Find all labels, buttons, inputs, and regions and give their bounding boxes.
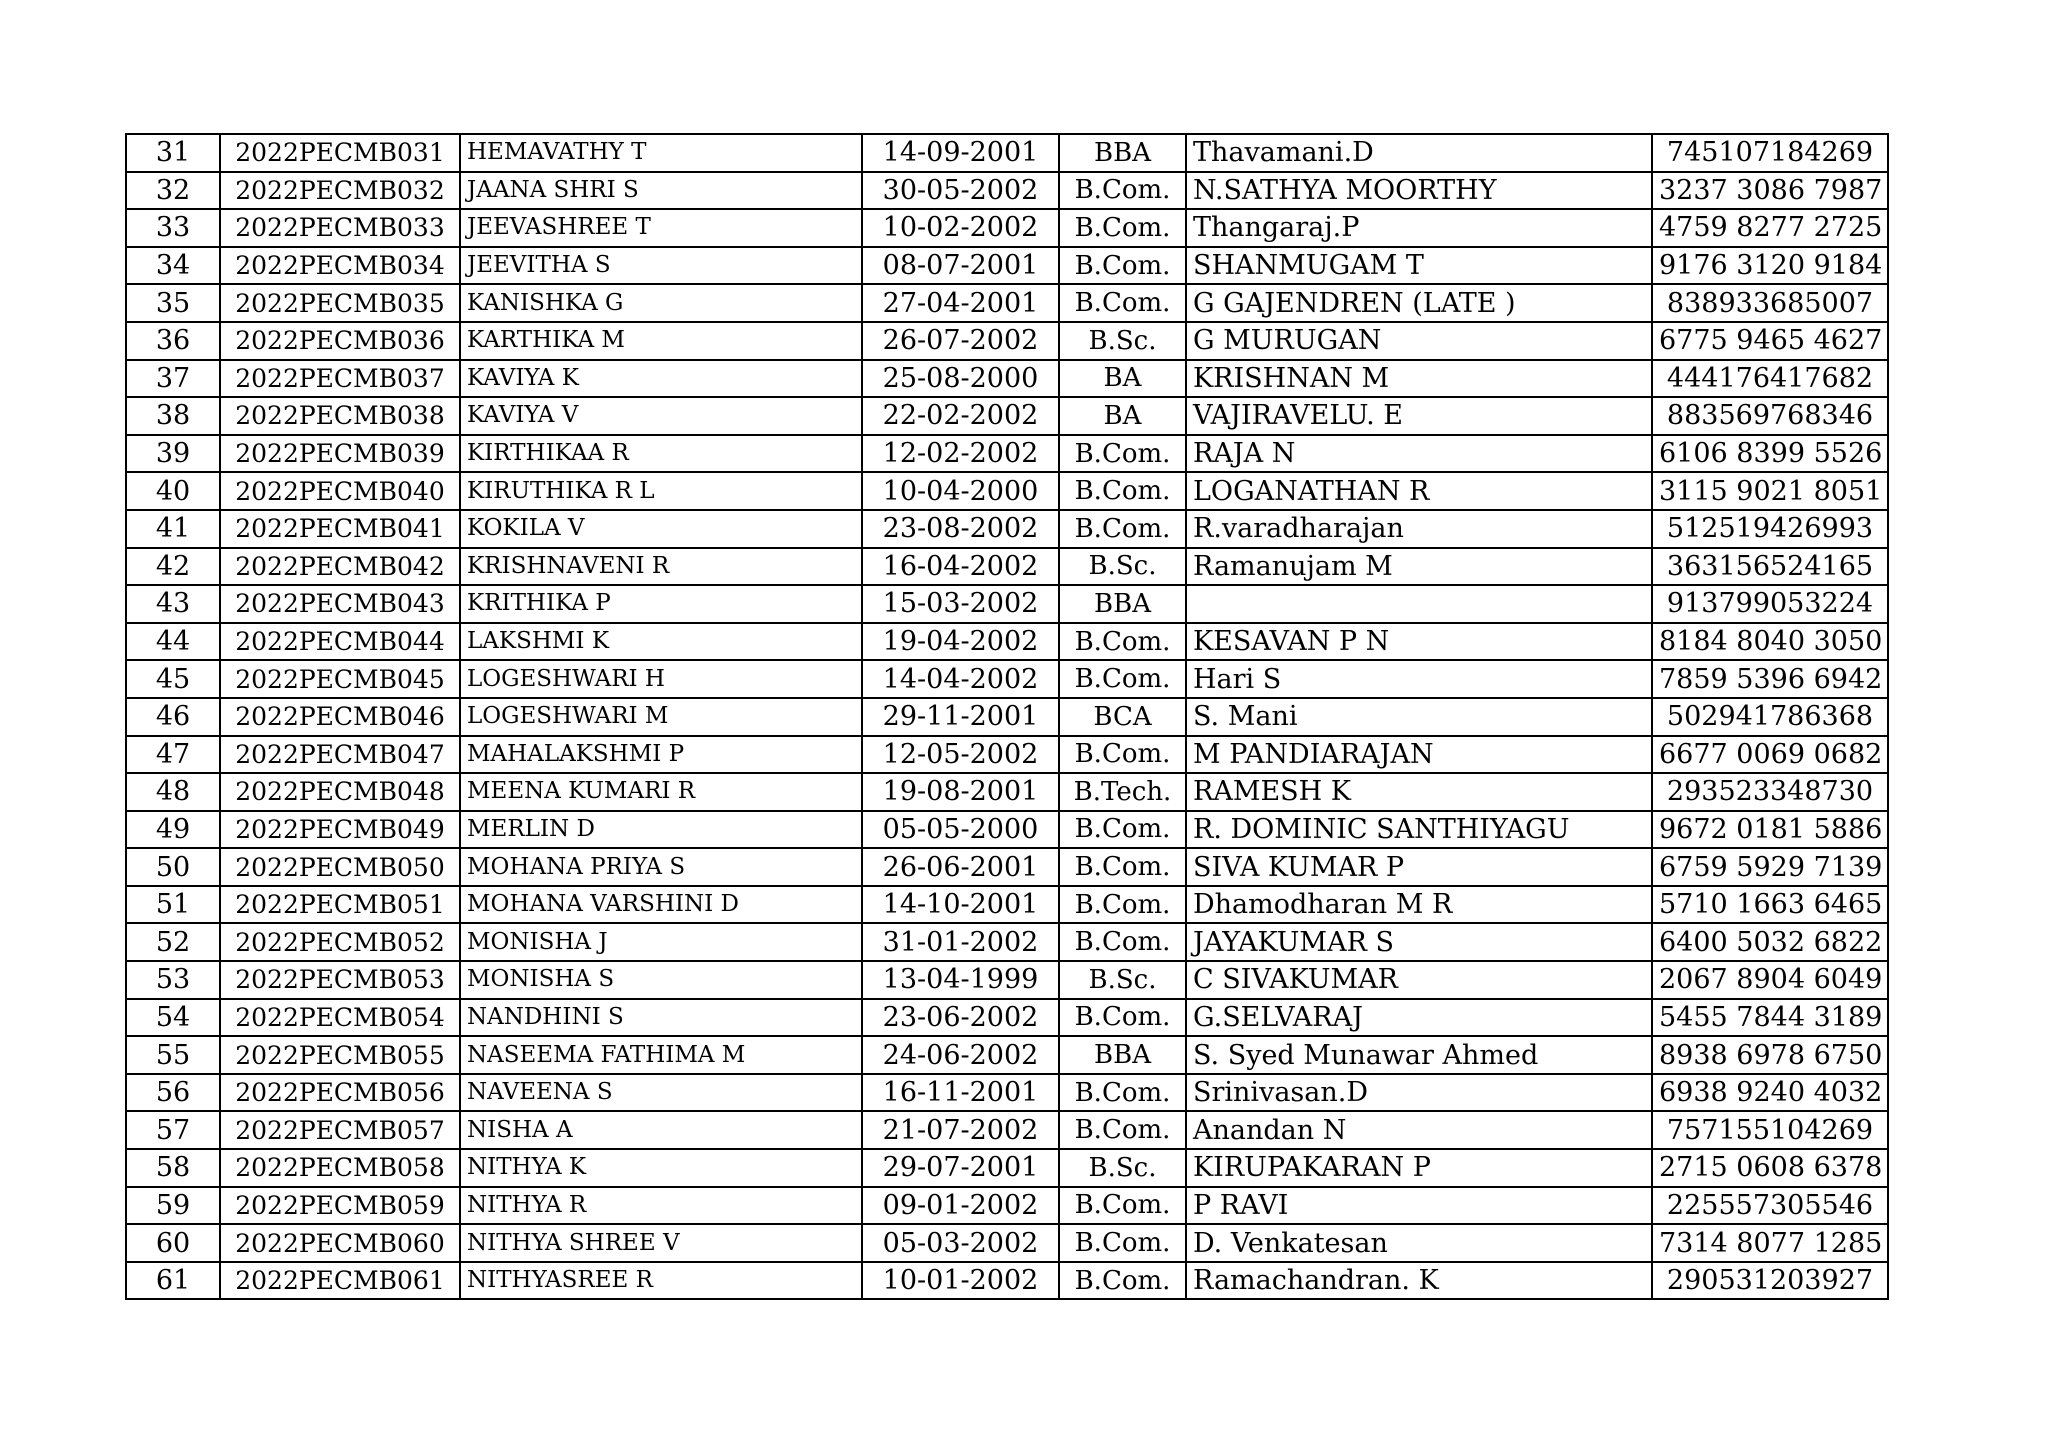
- id-number-cell: 913799053224: [1652, 585, 1888, 623]
- student-name-cell: NITHYA SHREE V: [460, 1224, 862, 1262]
- parent-name-cell: SHANMUGAM T: [1186, 247, 1652, 285]
- id-number-cell: 293523348730: [1652, 773, 1888, 811]
- register-number-cell: 2022PECMB058: [220, 1149, 460, 1187]
- serial-number-cell: 45: [126, 660, 220, 698]
- student-name-cell: LAKSHMI K: [460, 623, 862, 661]
- table-row: [126, 360, 1888, 398]
- date-of-birth-cell: 14-09-2001: [862, 134, 1059, 172]
- degree-cell: B.Com.: [1059, 1111, 1186, 1149]
- serial-number-cell: 55: [126, 1036, 220, 1074]
- register-number-cell: 2022PECMB035: [220, 284, 460, 322]
- serial-number-cell: 51: [126, 886, 220, 924]
- date-of-birth-cell: 10-01-2002: [862, 1262, 1059, 1300]
- date-of-birth-cell: 21-07-2002: [862, 1111, 1059, 1149]
- serial-number-cell: 41: [126, 510, 220, 548]
- degree-cell: B.Com.: [1059, 284, 1186, 322]
- id-number-cell: 757155104269: [1652, 1111, 1888, 1149]
- serial-number-cell: 60: [126, 1224, 220, 1262]
- date-of-birth-cell: 23-08-2002: [862, 510, 1059, 548]
- register-number-cell: 2022PECMB033: [220, 209, 460, 247]
- register-number-cell: 2022PECMB047: [220, 736, 460, 774]
- degree-cell: B.Com.: [1059, 172, 1186, 210]
- register-number-cell: 2022PECMB044: [220, 623, 460, 661]
- table-row: [126, 585, 1888, 623]
- table-row: [126, 1187, 1888, 1225]
- serial-number-cell: 38: [126, 397, 220, 435]
- id-number-cell: 5455 7844 3189: [1652, 999, 1888, 1037]
- id-number-cell: 363156524165: [1652, 548, 1888, 586]
- register-number-cell: 2022PECMB039: [220, 435, 460, 473]
- student-name-cell: KOKILA V: [460, 510, 862, 548]
- register-number-cell: 2022PECMB057: [220, 1111, 460, 1149]
- parent-name-cell: N.SATHYA MOORTHY: [1186, 172, 1652, 210]
- parent-name-cell: VAJIRAVELU. E: [1186, 397, 1652, 435]
- parent-name-cell: G.SELVARAJ: [1186, 999, 1652, 1037]
- serial-number-cell: 47: [126, 736, 220, 774]
- degree-cell: BA: [1059, 397, 1186, 435]
- student-name-cell: MEENA KUMARI R: [460, 773, 862, 811]
- date-of-birth-cell: 05-05-2000: [862, 811, 1059, 849]
- register-number-cell: 2022PECMB048: [220, 773, 460, 811]
- degree-cell: B.Sc.: [1059, 548, 1186, 586]
- parent-name-cell: C SIVAKUMAR: [1186, 961, 1652, 999]
- serial-number-cell: 52: [126, 923, 220, 961]
- id-number-cell: 883569768346: [1652, 397, 1888, 435]
- id-number-cell: 9672 0181 5886: [1652, 811, 1888, 849]
- degree-cell: BBA: [1059, 134, 1186, 172]
- register-number-cell: 2022PECMB031: [220, 134, 460, 172]
- parent-name-cell: Hari S: [1186, 660, 1652, 698]
- serial-number-cell: 50: [126, 848, 220, 886]
- date-of-birth-cell: 09-01-2002: [862, 1187, 1059, 1225]
- parent-name-cell: S. Mani: [1186, 698, 1652, 736]
- parent-name-cell: P RAVI: [1186, 1187, 1652, 1225]
- parent-name-cell: Srinivasan.D: [1186, 1074, 1652, 1112]
- table-row: [126, 1036, 1888, 1074]
- parent-name-cell: SIVA KUMAR P: [1186, 848, 1652, 886]
- student-name-cell: LOGESHWARI M: [460, 698, 862, 736]
- register-number-cell: 2022PECMB055: [220, 1036, 460, 1074]
- degree-cell: B.Com.: [1059, 247, 1186, 285]
- serial-number-cell: 57: [126, 1111, 220, 1149]
- register-number-cell: 2022PECMB056: [220, 1074, 460, 1112]
- register-number-cell: 2022PECMB061: [220, 1262, 460, 1300]
- table-row: [126, 773, 1888, 811]
- student-name-cell: NITHYA R: [460, 1187, 862, 1225]
- table-row: [126, 172, 1888, 210]
- serial-number-cell: 36: [126, 322, 220, 360]
- table-row: [126, 548, 1888, 586]
- table-row: [126, 736, 1888, 774]
- table-row: [126, 435, 1888, 473]
- parent-name-cell: LOGANATHAN R: [1186, 472, 1652, 510]
- register-number-cell: 2022PECMB049: [220, 811, 460, 849]
- date-of-birth-cell: 12-02-2002: [862, 435, 1059, 473]
- serial-number-cell: 44: [126, 623, 220, 661]
- parent-name-cell: G GAJENDREN (LATE ): [1186, 284, 1652, 322]
- table-row: [126, 134, 1888, 172]
- register-number-cell: 2022PECMB054: [220, 999, 460, 1037]
- register-number-cell: 2022PECMB041: [220, 510, 460, 548]
- table-row: [126, 923, 1888, 961]
- date-of-birth-cell: 10-04-2000: [862, 472, 1059, 510]
- id-number-cell: 8184 8040 3050: [1652, 623, 1888, 661]
- parent-name-cell: R.varadharajan: [1186, 510, 1652, 548]
- serial-number-cell: 46: [126, 698, 220, 736]
- table-row: [126, 510, 1888, 548]
- date-of-birth-cell: 27-04-2001: [862, 284, 1059, 322]
- degree-cell: B.Com.: [1059, 923, 1186, 961]
- id-number-cell: 290531203927: [1652, 1262, 1888, 1300]
- student-name-cell: LOGESHWARI H: [460, 660, 862, 698]
- date-of-birth-cell: 30-05-2002: [862, 172, 1059, 210]
- parent-name-cell: JAYAKUMAR S: [1186, 923, 1652, 961]
- student-name-cell: KAVIYA K: [460, 360, 862, 398]
- student-name-cell: NISHA A: [460, 1111, 862, 1149]
- register-number-cell: 2022PECMB053: [220, 961, 460, 999]
- student-name-cell: KANISHKA G: [460, 284, 862, 322]
- table-row: [126, 1224, 1888, 1262]
- parent-name-cell: RAJA N: [1186, 435, 1652, 473]
- id-number-cell: 3237 3086 7987: [1652, 172, 1888, 210]
- degree-cell: B.Com.: [1059, 510, 1186, 548]
- parent-name-cell: RAMESH K: [1186, 773, 1652, 811]
- table-row: [126, 247, 1888, 285]
- register-number-cell: 2022PECMB040: [220, 472, 460, 510]
- id-number-cell: 6759 5929 7139: [1652, 848, 1888, 886]
- register-number-cell: 2022PECMB042: [220, 548, 460, 586]
- parent-name-cell: Dhamodharan M R: [1186, 886, 1652, 924]
- date-of-birth-cell: 10-02-2002: [862, 209, 1059, 247]
- id-number-cell: 6400 5032 6822: [1652, 923, 1888, 961]
- student-name-cell: KRITHIKA P: [460, 585, 862, 623]
- degree-cell: B.Sc.: [1059, 961, 1186, 999]
- student-table: [125, 133, 1889, 1300]
- table-row: [126, 209, 1888, 247]
- student-name-cell: KRISHNAVENI R: [460, 548, 862, 586]
- date-of-birth-cell: 29-07-2001: [862, 1149, 1059, 1187]
- table-body: [126, 134, 1888, 1299]
- student-name-cell: NANDHINI S: [460, 999, 862, 1037]
- date-of-birth-cell: 14-04-2002: [862, 660, 1059, 698]
- serial-number-cell: 42: [126, 548, 220, 586]
- id-number-cell: 6106 8399 5526: [1652, 435, 1888, 473]
- table-row: [126, 886, 1888, 924]
- date-of-birth-cell: 19-04-2002: [862, 623, 1059, 661]
- table-row: [126, 848, 1888, 886]
- table-row: [126, 811, 1888, 849]
- register-number-cell: 2022PECMB050: [220, 848, 460, 886]
- student-name-cell: KARTHIKA M: [460, 322, 862, 360]
- degree-cell: B.Com.: [1059, 660, 1186, 698]
- date-of-birth-cell: 29-11-2001: [862, 698, 1059, 736]
- serial-number-cell: 37: [126, 360, 220, 398]
- student-name-cell: NASEEMA FATHIMA M: [460, 1036, 862, 1074]
- date-of-birth-cell: 16-04-2002: [862, 548, 1059, 586]
- register-number-cell: 2022PECMB036: [220, 322, 460, 360]
- id-number-cell: 6677 0069 0682: [1652, 736, 1888, 774]
- id-number-cell: 838933685007: [1652, 284, 1888, 322]
- date-of-birth-cell: 22-02-2002: [862, 397, 1059, 435]
- table-row: [126, 322, 1888, 360]
- degree-cell: B.Sc.: [1059, 322, 1186, 360]
- student-name-cell: MERLIN D: [460, 811, 862, 849]
- student-name-cell: MOHANA PRIYA S: [460, 848, 862, 886]
- serial-number-cell: 59: [126, 1187, 220, 1225]
- serial-number-cell: 35: [126, 284, 220, 322]
- student-name-cell: MAHALAKSHMI P: [460, 736, 862, 774]
- student-name-cell: JAANA SHRI S: [460, 172, 862, 210]
- student-name-cell: JEEVASHREE T: [460, 209, 862, 247]
- id-number-cell: 2067 8904 6049: [1652, 961, 1888, 999]
- serial-number-cell: 58: [126, 1149, 220, 1187]
- id-number-cell: 745107184269: [1652, 134, 1888, 172]
- serial-number-cell: 32: [126, 172, 220, 210]
- id-number-cell: 502941786368: [1652, 698, 1888, 736]
- parent-name-cell: Thangaraj.P: [1186, 209, 1652, 247]
- date-of-birth-cell: 13-04-1999: [862, 961, 1059, 999]
- id-number-cell: 225557305546: [1652, 1187, 1888, 1225]
- date-of-birth-cell: 15-03-2002: [862, 585, 1059, 623]
- date-of-birth-cell: 12-05-2002: [862, 736, 1059, 774]
- table-row: [126, 397, 1888, 435]
- date-of-birth-cell: 25-08-2000: [862, 360, 1059, 398]
- id-number-cell: 444176417682: [1652, 360, 1888, 398]
- degree-cell: B.Com.: [1059, 811, 1186, 849]
- register-number-cell: 2022PECMB038: [220, 397, 460, 435]
- parent-name-cell: KRISHNAN M: [1186, 360, 1652, 398]
- date-of-birth-cell: 14-10-2001: [862, 886, 1059, 924]
- register-number-cell: 2022PECMB046: [220, 698, 460, 736]
- table-row: [126, 660, 1888, 698]
- parent-name-cell: G MURUGAN: [1186, 322, 1652, 360]
- parent-name-cell: S. Syed Munawar Ahmed: [1186, 1036, 1652, 1074]
- register-number-cell: 2022PECMB037: [220, 360, 460, 398]
- degree-cell: BCA: [1059, 698, 1186, 736]
- parent-name-cell: [1186, 585, 1652, 623]
- degree-cell: BBA: [1059, 585, 1186, 623]
- parent-name-cell: D. Venkatesan: [1186, 1224, 1652, 1262]
- serial-number-cell: 53: [126, 961, 220, 999]
- degree-cell: B.Sc.: [1059, 1149, 1186, 1187]
- register-number-cell: 2022PECMB059: [220, 1187, 460, 1225]
- degree-cell: B.Com.: [1059, 623, 1186, 661]
- student-name-cell: NAVEENA S: [460, 1074, 862, 1112]
- table-row: [126, 999, 1888, 1037]
- serial-number-cell: 48: [126, 773, 220, 811]
- serial-number-cell: 40: [126, 472, 220, 510]
- student-name-cell: NITHYA K: [460, 1149, 862, 1187]
- degree-cell: B.Tech.: [1059, 773, 1186, 811]
- student-name-cell: MOHANA VARSHINI D: [460, 886, 862, 924]
- table-row: [126, 1262, 1888, 1300]
- student-name-cell: NITHYASREE R: [460, 1262, 862, 1300]
- date-of-birth-cell: 16-11-2001: [862, 1074, 1059, 1112]
- parent-name-cell: Ramanujam M: [1186, 548, 1652, 586]
- serial-number-cell: 34: [126, 247, 220, 285]
- parent-name-cell: Thavamani.D: [1186, 134, 1652, 172]
- parent-name-cell: KESAVAN P N: [1186, 623, 1652, 661]
- date-of-birth-cell: 05-03-2002: [862, 1224, 1059, 1262]
- id-number-cell: 512519426993: [1652, 510, 1888, 548]
- degree-cell: BA: [1059, 360, 1186, 398]
- id-number-cell: 5710 1663 6465: [1652, 886, 1888, 924]
- table-row: [126, 1111, 1888, 1149]
- id-number-cell: 7314 8077 1285: [1652, 1224, 1888, 1262]
- register-number-cell: 2022PECMB032: [220, 172, 460, 210]
- id-number-cell: 9176 3120 9184: [1652, 247, 1888, 285]
- student-name-cell: HEMAVATHY T: [460, 134, 862, 172]
- serial-number-cell: 49: [126, 811, 220, 849]
- id-number-cell: 3115 9021 8051: [1652, 472, 1888, 510]
- student-name-cell: KIRTHIKAA R: [460, 435, 862, 473]
- student-name-cell: KIRUTHIKA R L: [460, 472, 862, 510]
- date-of-birth-cell: 31-01-2002: [862, 923, 1059, 961]
- parent-name-cell: M PANDIARAJAN: [1186, 736, 1652, 774]
- degree-cell: BBA: [1059, 1036, 1186, 1074]
- student-name-cell: JEEVITHA S: [460, 247, 862, 285]
- serial-number-cell: 33: [126, 209, 220, 247]
- id-number-cell: 2715 0608 6378: [1652, 1149, 1888, 1187]
- serial-number-cell: 56: [126, 1074, 220, 1112]
- degree-cell: B.Com.: [1059, 435, 1186, 473]
- parent-name-cell: KIRUPAKARAN P: [1186, 1149, 1652, 1187]
- date-of-birth-cell: 08-07-2001: [862, 247, 1059, 285]
- table-row: [126, 1074, 1888, 1112]
- degree-cell: B.Com.: [1059, 1224, 1186, 1262]
- parent-name-cell: Ramachandran. K: [1186, 1262, 1652, 1300]
- degree-cell: B.Com.: [1059, 1262, 1186, 1300]
- register-number-cell: 2022PECMB034: [220, 247, 460, 285]
- degree-cell: B.Com.: [1059, 736, 1186, 774]
- date-of-birth-cell: 23-06-2002: [862, 999, 1059, 1037]
- student-name-cell: MONISHA J: [460, 923, 862, 961]
- degree-cell: B.Com.: [1059, 1074, 1186, 1112]
- register-number-cell: 2022PECMB045: [220, 660, 460, 698]
- id-number-cell: 4759 8277 2725: [1652, 209, 1888, 247]
- register-number-cell: 2022PECMB060: [220, 1224, 460, 1262]
- id-number-cell: 8938 6978 6750: [1652, 1036, 1888, 1074]
- date-of-birth-cell: 26-06-2001: [862, 848, 1059, 886]
- degree-cell: B.Com.: [1059, 472, 1186, 510]
- degree-cell: B.Com.: [1059, 1187, 1186, 1225]
- student-name-cell: KAVIYA V: [460, 397, 862, 435]
- table-row: [126, 284, 1888, 322]
- serial-number-cell: 61: [126, 1262, 220, 1300]
- table-row: [126, 961, 1888, 999]
- date-of-birth-cell: 24-06-2002: [862, 1036, 1059, 1074]
- serial-number-cell: 43: [126, 585, 220, 623]
- degree-cell: B.Com.: [1059, 886, 1186, 924]
- table-row: [126, 698, 1888, 736]
- table-row: [126, 623, 1888, 661]
- id-number-cell: 6775 9465 4627: [1652, 322, 1888, 360]
- date-of-birth-cell: 19-08-2001: [862, 773, 1059, 811]
- table-row: [126, 1149, 1888, 1187]
- serial-number-cell: 54: [126, 999, 220, 1037]
- id-number-cell: 7859 5396 6942: [1652, 660, 1888, 698]
- parent-name-cell: R. DOMINIC SANTHIYAGU: [1186, 811, 1652, 849]
- degree-cell: B.Com.: [1059, 209, 1186, 247]
- date-of-birth-cell: 26-07-2002: [862, 322, 1059, 360]
- degree-cell: B.Com.: [1059, 848, 1186, 886]
- degree-cell: B.Com.: [1059, 999, 1186, 1037]
- id-number-cell: 6938 9240 4032: [1652, 1074, 1888, 1112]
- parent-name-cell: Anandan N: [1186, 1111, 1652, 1149]
- register-number-cell: 2022PECMB051: [220, 886, 460, 924]
- student-name-cell: MONISHA S: [460, 961, 862, 999]
- register-number-cell: 2022PECMB043: [220, 585, 460, 623]
- serial-number-cell: 39: [126, 435, 220, 473]
- table-row: [126, 472, 1888, 510]
- serial-number-cell: 31: [126, 134, 220, 172]
- register-number-cell: 2022PECMB052: [220, 923, 460, 961]
